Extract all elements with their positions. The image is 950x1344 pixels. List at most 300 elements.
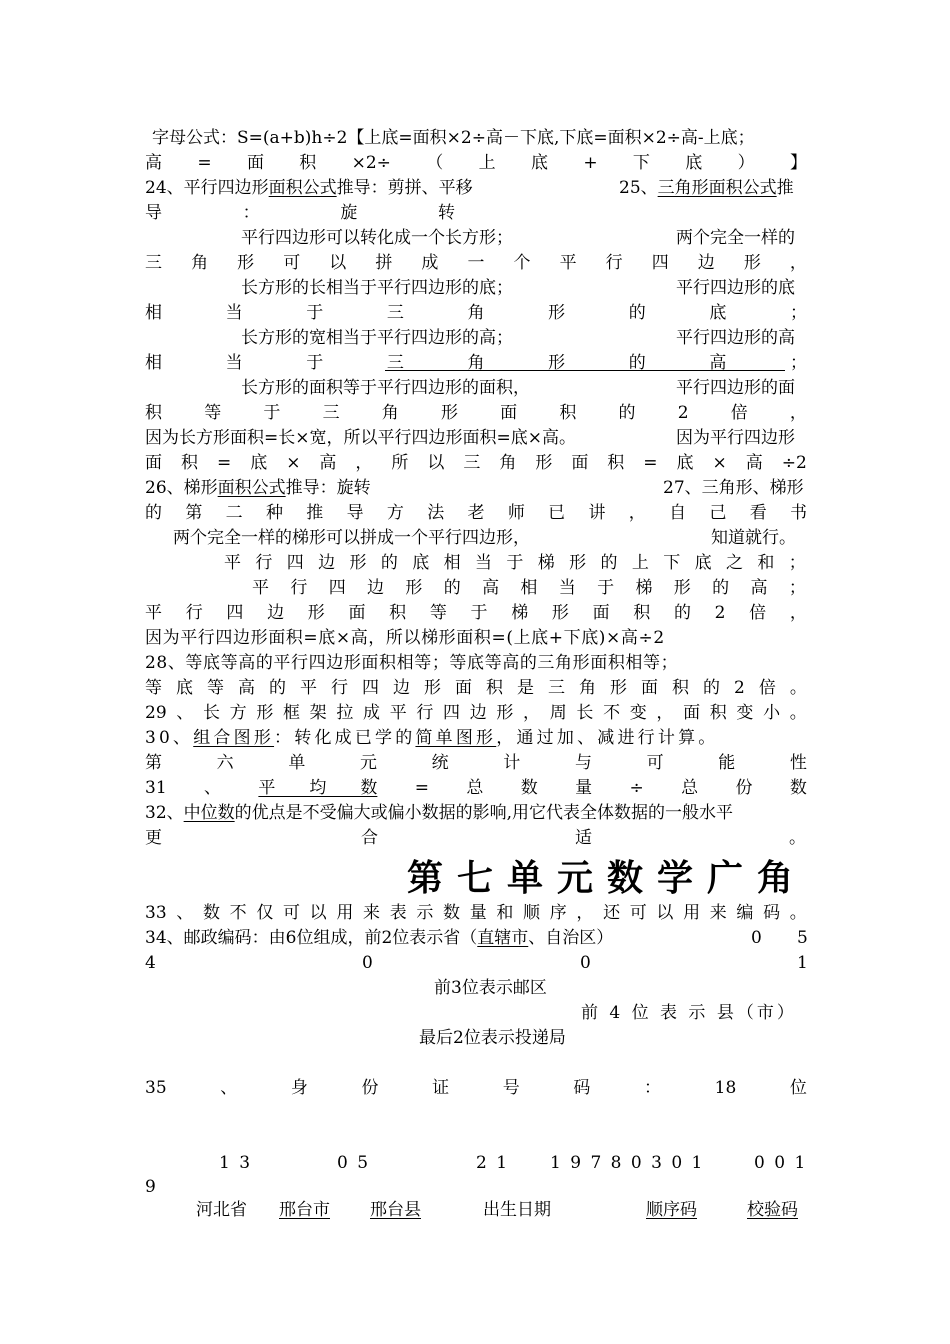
justified-char: 四 <box>362 678 379 698</box>
char: 总 <box>466 778 484 798</box>
label-province: 河北省 <box>196 1200 247 1220</box>
justified-char: 下 <box>663 553 681 573</box>
justified-char: 角 <box>467 303 485 323</box>
justified-char: 己 <box>709 503 727 523</box>
rectangle-area-reasoning: 因为长方形面积=长×宽，所以平行四边形面积=底×高。 <box>145 428 576 448</box>
justified-char: 边 <box>697 253 715 273</box>
item-24-underlined: 面积公式 <box>268 178 337 198</box>
justified-char: 底 <box>412 553 430 573</box>
because-parallelogram: 因为平行四边形 <box>676 428 795 448</box>
justified-char: 方 <box>229 703 247 723</box>
justified-char: 于 <box>506 553 524 573</box>
justified-char: 35 <box>145 1078 167 1098</box>
simple-shape-term: 简单图形 <box>415 728 497 748</box>
justified-char: 29 <box>145 703 167 723</box>
trapezoid-height-formula <box>145 151 807 176</box>
justified-char: 序 <box>549 903 567 923</box>
item-32-prefix: 32、 <box>145 803 184 823</box>
justified-char: 高 <box>745 453 763 473</box>
justified-char: 面 <box>683 703 701 723</box>
justified-char: 面 <box>348 603 366 623</box>
item-28-double-area <box>145 676 807 701</box>
parallelogram-to-rectangle: 平行四边形可以转化成一个长方形； <box>241 228 513 248</box>
justified-char: 表 <box>389 903 407 923</box>
justified-char: 形 <box>256 703 274 723</box>
justified-char: 成 <box>421 253 439 273</box>
justified-char: 一 <box>467 253 485 273</box>
item-24-prefix: 24、平行四边形 <box>145 178 269 198</box>
base-equals-sum-of-bases <box>224 551 806 576</box>
justified-char: ÷2 <box>781 453 807 473</box>
justified-char: 边 <box>393 678 410 698</box>
justified-char: 性 <box>789 753 807 773</box>
char: 更 <box>145 828 162 848</box>
item-32-median <box>145 801 807 826</box>
justified-char: 行 <box>331 678 348 698</box>
justified-char: 边 <box>469 703 487 723</box>
item-25-underlined: 三角形面积公式 <box>657 178 777 198</box>
char: 份 <box>735 778 753 798</box>
justified-char: 是 <box>517 678 534 698</box>
underline-rule <box>385 370 785 371</box>
justified-char: 与 <box>574 753 592 773</box>
justified-char: 平 <box>224 553 241 573</box>
justified-char: 来 <box>709 903 727 923</box>
id-digit-group: 0 0 1 <box>754 1153 808 1173</box>
municipality-term: 直辖市 <box>477 928 529 948</box>
justified-char: 高 <box>238 678 255 698</box>
justified-char: 的 <box>673 603 691 623</box>
justified-char: 拉 <box>336 703 354 723</box>
item-30-middle: ：转化成已学的 <box>274 728 416 748</box>
postal-county-note: 前 4 位 表 示 县（市） <box>581 1003 797 1023</box>
triangles-form-parallelogram <box>145 251 807 276</box>
justified-char: 的 <box>712 578 730 598</box>
item-30-suffix: ，通过加、减进行计算。 <box>496 728 719 748</box>
justified-char: 于 <box>470 603 488 623</box>
justified-char: 等 <box>145 678 162 698</box>
justified-char: 四 <box>328 578 346 598</box>
justified-char: 底 <box>694 553 712 573</box>
justified-char: 积 <box>299 153 317 173</box>
justified-char: 于 <box>306 303 324 323</box>
second-derivation-note <box>145 501 807 526</box>
justified-char: 统 <box>431 753 449 773</box>
justified-char: 2 <box>734 678 745 698</box>
justified-char: 书 <box>790 503 807 523</box>
rectangle-length-equals-base: 长方形的长相当于平行四边形的底； <box>241 278 513 298</box>
justified-char: 二 <box>225 503 243 523</box>
justified-char: 于 <box>263 403 281 423</box>
justified-char: 的 <box>145 503 162 523</box>
justified-char: 还 <box>603 903 621 923</box>
justified-char: × <box>286 453 301 473</box>
justified-char: 小 <box>763 703 781 723</box>
justified-char: 的 <box>269 678 286 698</box>
justified-char: 、 <box>176 903 194 923</box>
justified-char: 高 <box>482 578 500 598</box>
postal-digit: 0 <box>580 953 591 973</box>
id-digit-overflow: 9 <box>145 1177 156 1197</box>
parallelogram-area: 平行四边形的面 <box>676 378 795 398</box>
justified-char: ） <box>737 153 755 173</box>
justified-char: 面 <box>592 603 610 623</box>
justified-char: 形 <box>405 578 423 598</box>
justified-char: 上 <box>631 553 649 573</box>
justified-char: 等 <box>204 403 222 423</box>
justified-char: ， <box>789 253 807 273</box>
justified-char: 梯 <box>537 553 555 573</box>
justified-char: 三 <box>548 678 565 698</box>
item-34-prefix: 34、邮政编码：由6位组成，前2位表示省（ <box>145 928 478 948</box>
justified-char: 的 <box>443 578 461 598</box>
justified-char: 以 <box>656 903 674 923</box>
justified-char: 形 <box>548 303 566 323</box>
justified-char: 以 <box>329 253 347 273</box>
justified-char: 积 <box>559 403 577 423</box>
justified-char: 的 <box>618 403 636 423</box>
item-24-suffix: 推导：剪拼、平移 <box>336 178 473 198</box>
justified-char: 相 <box>145 353 162 373</box>
justified-char: 底 <box>685 153 703 173</box>
justified-char: ， <box>576 903 594 923</box>
median-term: 中位数 <box>183 803 235 823</box>
two-identical-triangles: 两个完全一样的 <box>676 228 795 248</box>
justified-char: 的 <box>628 353 646 373</box>
justified-char: ×2÷ <box>351 153 391 173</box>
justified-char: 变 <box>629 703 647 723</box>
justified-char: 拼 <box>375 253 393 273</box>
justified-char: 面 <box>145 453 162 473</box>
justified-char: 可 <box>283 253 301 273</box>
justified-char: 角 <box>467 353 485 373</box>
justified-char: 行 <box>605 253 623 273</box>
justified-char: 行 <box>185 603 203 623</box>
item-31-comma: 、 <box>204 778 222 798</box>
justified-char: 数 <box>202 903 220 923</box>
justified-char: 、 <box>176 703 194 723</box>
justified-char: 当 <box>225 303 243 323</box>
justified-char: 形 <box>548 353 566 373</box>
equals-triangle-base <box>145 301 807 326</box>
item-31-number: 31 <box>145 778 167 798</box>
double-triangle-area <box>145 401 807 426</box>
justified-char: 形 <box>496 703 514 723</box>
justified-char: 导 <box>145 203 162 223</box>
justified-char: 码 <box>763 903 781 923</box>
justified-char: 33 <box>145 903 167 923</box>
justified-char: 推 <box>306 503 324 523</box>
justified-char: 18 <box>714 1078 737 1098</box>
justified-char: 底 <box>709 303 727 323</box>
justified-char: 积 <box>389 603 407 623</box>
justified-char: 四 <box>226 603 244 623</box>
justified-char: 。 <box>789 678 807 698</box>
justified-char: 师 <box>507 503 525 523</box>
justified-char: 已 <box>548 503 566 523</box>
justified-char: 面 <box>500 403 518 423</box>
item-26-prefix: 26、梯形 <box>145 478 218 498</box>
justified-char: 四 <box>286 553 304 573</box>
justified-char: 积 <box>633 603 651 623</box>
justified-char: 用 <box>336 903 354 923</box>
justified-char: 数 <box>443 903 461 923</box>
justified-char: 形 <box>307 603 325 623</box>
justified-char: 的 <box>628 303 646 323</box>
unit-seven-title: 第七单元数学广角 <box>406 858 807 899</box>
justified-char: 上 <box>478 153 496 173</box>
item-33-numbers-use <box>145 901 807 926</box>
justified-char: 形 <box>743 253 761 273</box>
justified-char: 高 <box>145 153 162 173</box>
justified-char: 倍 <box>730 403 748 423</box>
justified-char: 行 <box>416 703 434 723</box>
postal-digit: 1 <box>797 953 808 973</box>
justified-char: 示 <box>416 903 434 923</box>
justified-char: 积 <box>709 703 727 723</box>
char: 总 <box>681 778 699 798</box>
justified-char: 倍 <box>758 678 776 698</box>
justified-char: 讲 <box>588 503 606 523</box>
id-digit-group: 1 3 <box>219 1153 253 1173</box>
char: 。 <box>789 828 806 848</box>
rectangle-width-equals-height: 长方形的宽相当于平行四边形的高； <box>241 328 513 348</box>
justified-char: = <box>197 153 212 173</box>
justified-char: 来 <box>363 903 381 923</box>
char: 数 <box>520 778 538 798</box>
char: 数 <box>789 778 807 798</box>
justified-char: 顺 <box>523 903 541 923</box>
item-25-heading <box>619 176 794 201</box>
justified-char: 平 <box>389 703 407 723</box>
justified-char: 形 <box>551 603 569 623</box>
height-equals-trapezoid-height <box>252 576 806 601</box>
justified-char: 能 <box>718 753 736 773</box>
justified-char: 可 <box>283 903 300 923</box>
item-31-average <box>145 776 807 801</box>
justified-char: 2 <box>714 603 726 623</box>
justified-char: 。 <box>789 903 807 923</box>
justified-char: 仅 <box>256 903 274 923</box>
justified-char: 成 <box>363 703 381 723</box>
double-trapezoid-area <box>145 601 807 626</box>
justified-char: 三 <box>463 453 481 473</box>
justified-char: 边 <box>267 603 285 623</box>
justified-char: × <box>712 453 727 473</box>
justified-char: 三 <box>386 303 404 323</box>
justified-char: ， <box>789 403 807 423</box>
id-digit-group: 2 1 <box>476 1153 510 1173</box>
justified-char: 计 <box>503 753 521 773</box>
justified-char: 框 <box>283 703 300 723</box>
justified-char: 看 <box>749 503 767 523</box>
label-check-code: 校验码 <box>747 1200 798 1220</box>
justified-char: 元 <box>359 753 377 773</box>
item-25-rotation <box>145 201 455 226</box>
postal-digit: 4 <box>145 953 156 973</box>
justified-char: 和 <box>496 903 514 923</box>
char: 合 <box>361 828 378 848</box>
justified-char: 的 <box>380 553 398 573</box>
justified-char: 码 <box>573 1078 591 1098</box>
justified-char: 所 <box>391 453 409 473</box>
char: 量 <box>575 778 593 798</box>
justified-char: 平 <box>145 603 162 623</box>
item-29-rectangle-frame <box>145 701 807 726</box>
justified-char: 六 <box>216 753 234 773</box>
justified-char: 形 <box>610 678 627 698</box>
item-27-heading: 27、三角形、梯形 <box>663 478 804 498</box>
justified-char: ； <box>788 553 806 573</box>
justified-char: 形 <box>673 578 691 598</box>
postal-digit: 5 <box>797 928 808 948</box>
justified-char: 位 <box>789 1078 807 1098</box>
justified-char: 积 <box>672 678 689 698</box>
justified-char: 可 <box>646 753 664 773</box>
justified-char: 转 <box>437 203 455 223</box>
justified-char: ： <box>242 203 260 223</box>
item-30-prefix: 30、 <box>145 728 194 748</box>
justified-char: 积 <box>607 453 625 473</box>
justified-char: = <box>643 453 658 473</box>
justified-char: 用 <box>683 903 701 923</box>
justified-char: 面 <box>246 153 264 173</box>
average-term: 平 均 数 <box>258 778 378 798</box>
justified-char: 形 <box>440 403 458 423</box>
justified-char: 于 <box>306 353 324 373</box>
item-34-suffix: 、自治区） <box>528 928 614 948</box>
item-35-id-number <box>145 1076 807 1101</box>
justified-char: 变 <box>736 703 754 723</box>
justified-char: 平 <box>300 678 317 698</box>
justified-char: 当 <box>475 553 492 573</box>
label-sequence-code: 顺序码 <box>646 1200 697 1220</box>
justified-char: 角 <box>381 403 399 423</box>
item-30-composite-shapes <box>145 726 807 751</box>
item-32-suffix: 的优点是不受偏大或偏小数据的影响,用它代表全体数据的一般水平 <box>234 803 734 823</box>
trapezoid-letter-formula <box>152 126 812 151</box>
justified-char: 积 <box>180 453 198 473</box>
justified-char: 行 <box>255 553 273 573</box>
justified-char: 高 <box>709 353 727 373</box>
equals-sign: = <box>414 778 430 798</box>
justified-char: 单 <box>288 753 306 773</box>
postal-region-note: 前3位表示邮区 <box>434 978 547 998</box>
justified-char: 相 <box>520 578 538 598</box>
justified-char: 等 <box>429 603 447 623</box>
justified-char: 旋 <box>340 203 358 223</box>
item-34-postal-code <box>145 926 807 951</box>
justified-char: 法 <box>427 503 445 523</box>
justified-char: 积 <box>486 678 503 698</box>
justified-char: 长 <box>576 703 594 723</box>
justified-char: 底 <box>676 453 694 473</box>
char: 适 <box>575 828 592 848</box>
justified-char: 、 <box>220 1078 238 1098</box>
justified-char: 形 <box>569 553 587 573</box>
justified-char: 以 <box>309 903 327 923</box>
triangle-area-formula <box>145 451 807 476</box>
justified-char: 号 <box>502 1078 520 1098</box>
justified-char: 行 <box>290 578 308 598</box>
label-county: 邢台县 <box>370 1200 421 1220</box>
justified-char: 角 <box>499 453 517 473</box>
justified-char: 三 <box>322 403 340 423</box>
justified-char: 四 <box>443 703 461 723</box>
justified-char: 第 <box>145 753 162 773</box>
justified-char: 的 <box>600 553 618 573</box>
justified-char: 的 <box>703 678 720 698</box>
justified-char: （ <box>426 153 444 173</box>
justified-char: 平 <box>252 578 269 598</box>
parallelogram-height: 平行四边形的高 <box>676 328 795 348</box>
justified-char: 面 <box>571 453 589 473</box>
justified-char: 身 <box>290 1078 308 1098</box>
justified-char: 角 <box>191 253 209 273</box>
justified-char: 倍 <box>749 603 767 623</box>
parallelogram-base: 平行四边形的底 <box>676 278 795 298</box>
justified-char: ， <box>355 453 373 473</box>
just-know-it: 知道就行。 <box>711 528 796 548</box>
label-birth-date: 出生日期 <box>483 1200 551 1220</box>
item-25-prefix: 25、 <box>619 178 658 198</box>
justified-char: 四 <box>651 253 669 273</box>
justified-char: ： <box>644 1078 662 1098</box>
justified-char: 第 <box>185 503 203 523</box>
justified-char: 底 <box>176 678 193 698</box>
label-city: 邢台市 <box>279 1200 330 1220</box>
trapezoid-area-formula: 因为平行四边形面积=底×高，所以梯形面积=(上底+下底)×高÷2 <box>145 628 665 648</box>
justified-char: 面 <box>641 678 658 698</box>
justified-char: 架 <box>309 703 327 723</box>
justified-char: ， <box>523 703 541 723</box>
justified-char: = <box>216 453 232 473</box>
composite-shape-term: 组合图形 <box>193 728 275 748</box>
justified-char: 于 <box>597 578 615 598</box>
rectangle-area-equals: 长方形的面积等于平行四边形的面积， <box>241 378 530 398</box>
justified-char: ； <box>788 578 806 598</box>
justified-char: 面 <box>455 678 472 698</box>
justified-char: 可 <box>629 903 647 923</box>
justified-char: 梯 <box>511 603 529 623</box>
justified-char: 形 <box>237 253 255 273</box>
justified-char: 个 <box>513 253 531 273</box>
justified-char: 高 <box>750 578 768 598</box>
justified-char: 相 <box>145 303 162 323</box>
justified-char: 边 <box>318 553 336 573</box>
postal-delivery-note: 最后2位表示投递局 <box>419 1028 566 1048</box>
justified-char: 当 <box>225 353 243 373</box>
justified-char: + <box>583 153 598 173</box>
item-28-equal-areas: 28、等底等高的平行四边形面积相等；等底等高的三角形面积相等； <box>145 653 679 673</box>
justified-char: 形 <box>349 553 367 573</box>
justified-char: 之 <box>726 553 743 573</box>
postal-digit: 0 <box>751 928 762 948</box>
justified-char: 以 <box>427 453 445 473</box>
justified-char: 方 <box>386 503 404 523</box>
justified-char: 不 <box>229 903 247 923</box>
justified-char: 形 <box>424 678 441 698</box>
item-25-suffix: 推 <box>776 178 794 198</box>
justified-char: 形 <box>535 453 553 473</box>
justified-char: 导 <box>346 503 364 523</box>
formula-text: 字母公式：S=(a+b)h÷2【上底=面积×2÷高－下底,下底=面积×2÷高-上底； <box>152 128 755 148</box>
justified-char: 角 <box>579 678 596 698</box>
justified-char: ； <box>790 353 807 373</box>
id-digit-group: 1 9 7 8 0 3 0 1 <box>550 1153 705 1173</box>
justified-char: 平 <box>559 253 577 273</box>
justified-char: 底 <box>250 453 268 473</box>
